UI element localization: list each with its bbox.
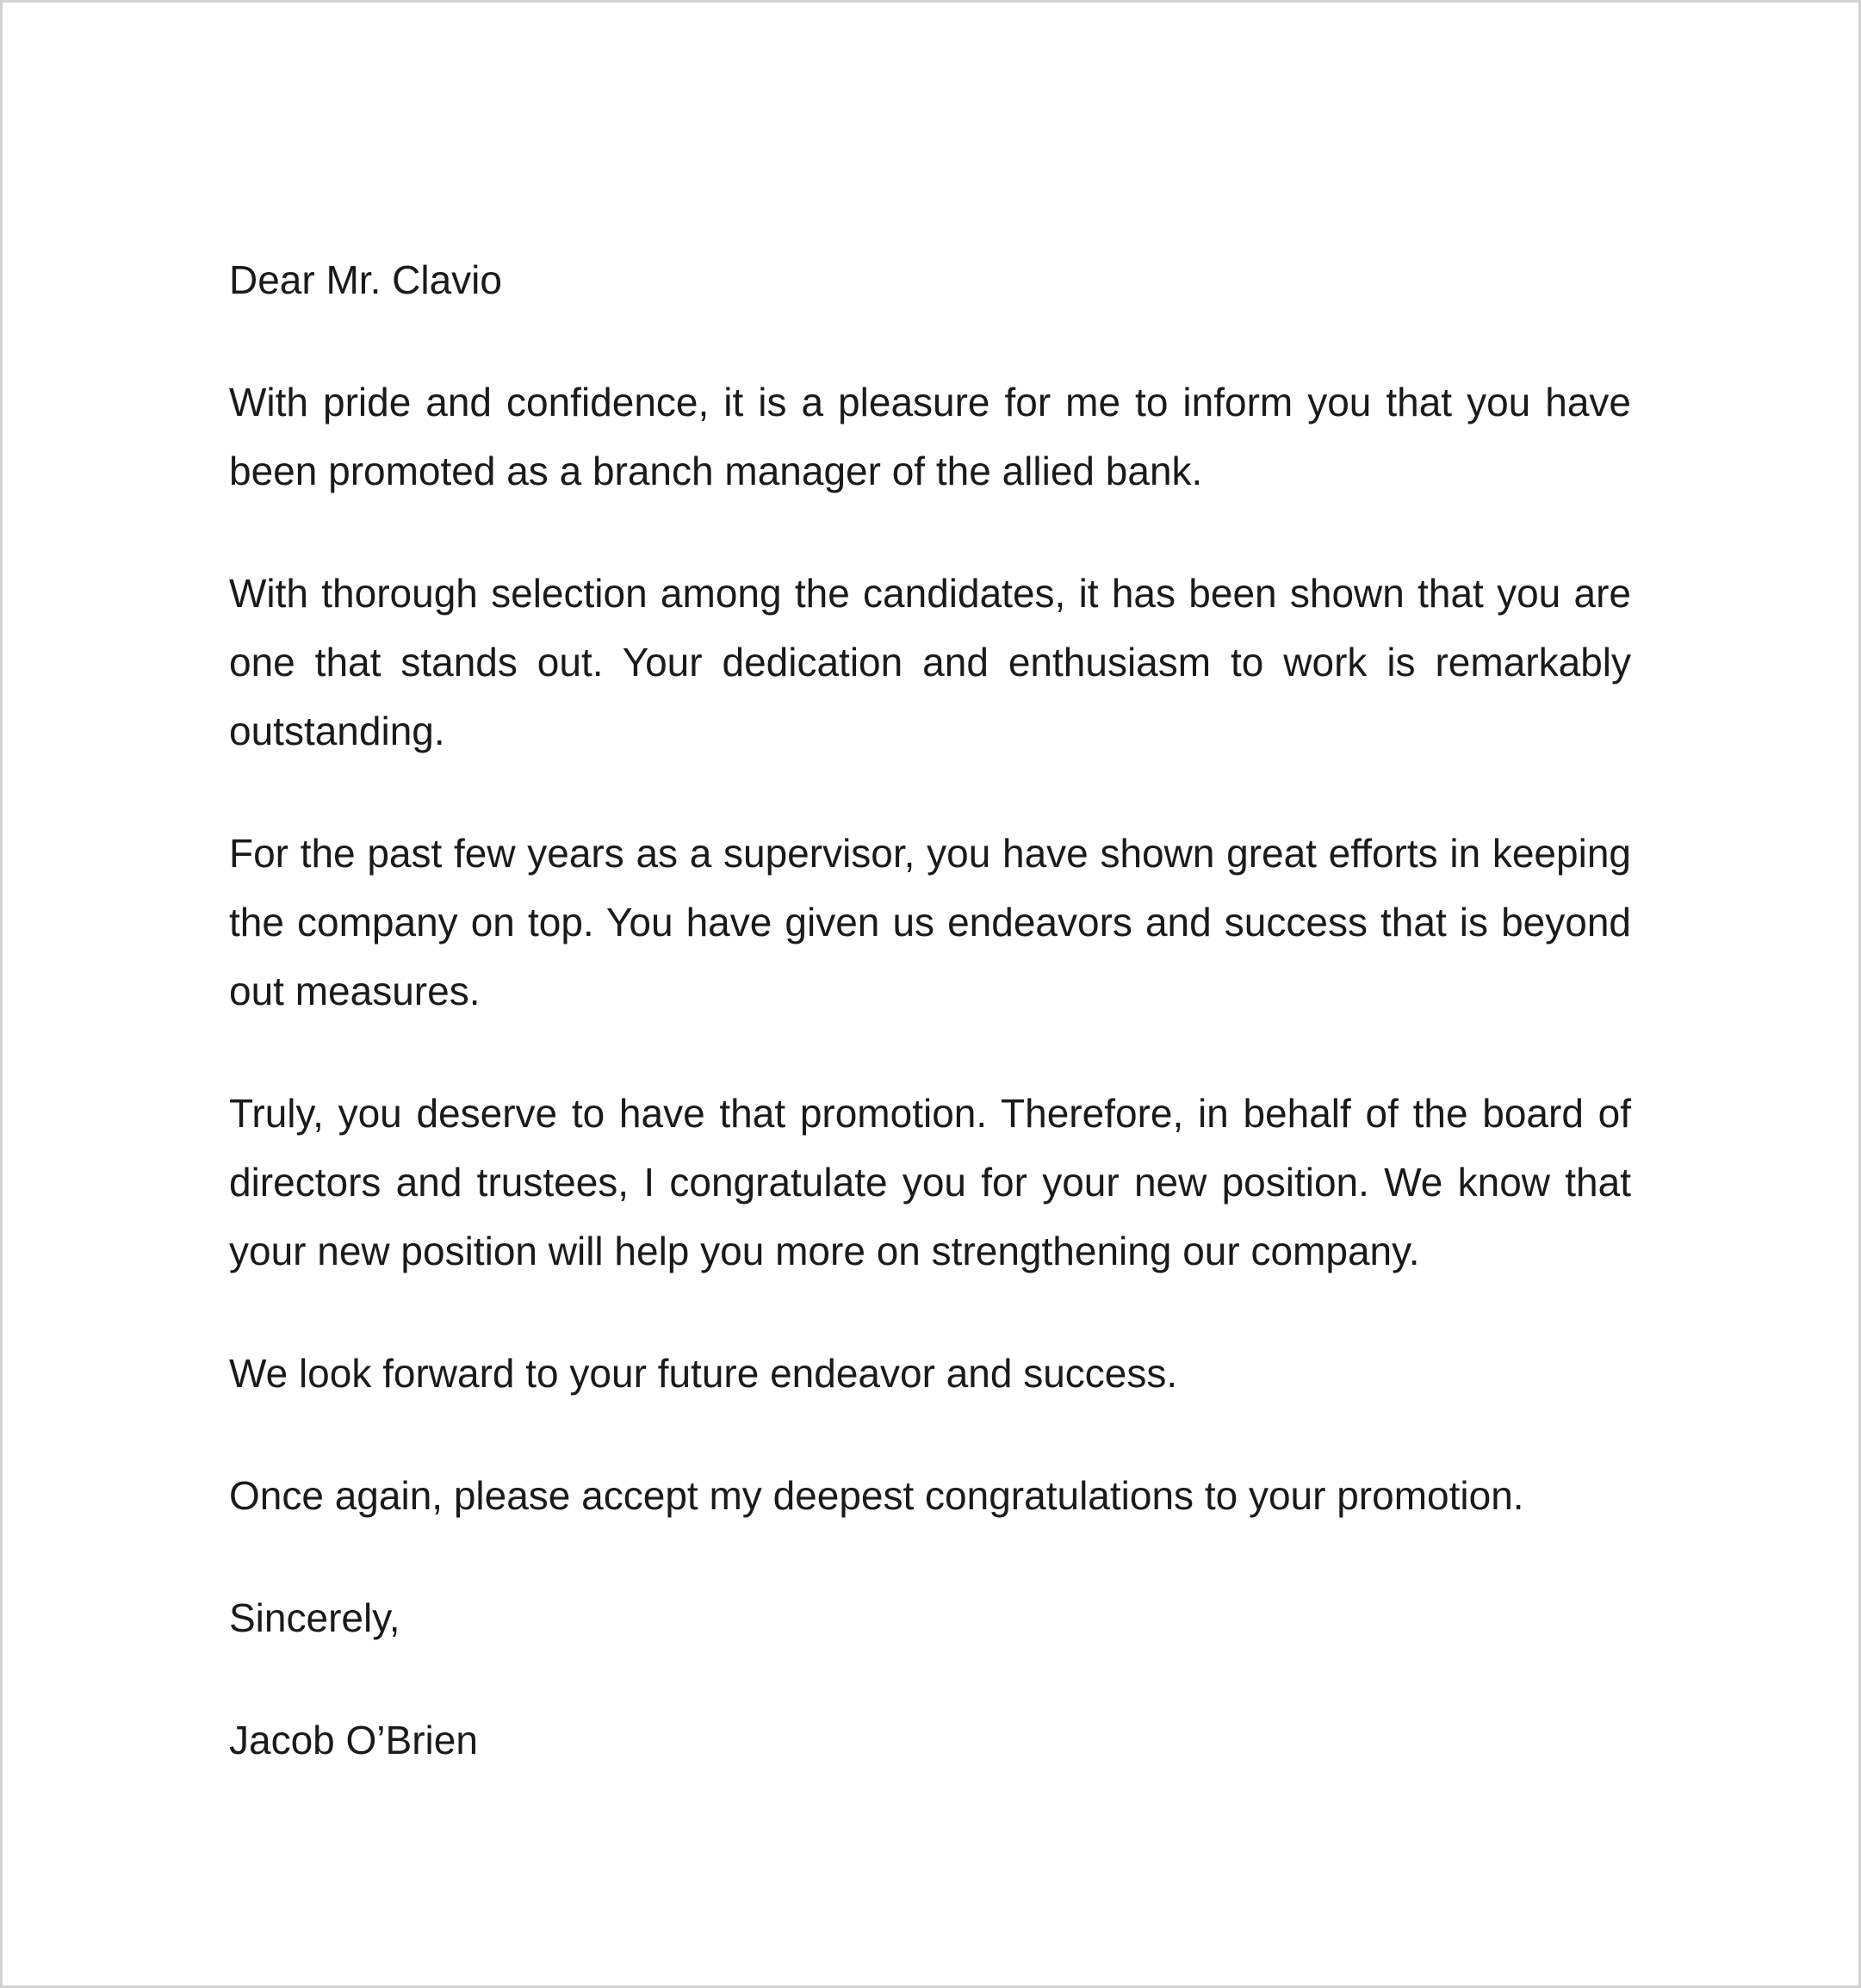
salutation: Dear Mr. Clavio <box>229 257 502 302</box>
paragraph-supervisor-efforts: For the past few years as a supervisor, you have shown great efforts in keeping the company on top. You have given us endeavors and success that is beyond out measures. <box>229 831 1631 1013</box>
paragraph-look-forward: We look forward to your future endeavor and success. <box>229 1351 1178 1396</box>
paragraph-once-again: Once again, please accept my deepest congratulations to your promotion. <box>229 1473 1524 1518</box>
signature-name: Jacob O’Brien <box>229 1718 478 1762</box>
paragraph-selection: With thorough selection among the candidates, it has been shown that you are one that stands out. Your dedication and enthusiasm to work is remarkably outstanding. <box>229 571 1631 753</box>
closing: Sincerely, <box>229 1595 400 1640</box>
paragraph-congratulations: Truly, you deserve to have that promotion. Therefore, in behalf of the board of directors and trustees, I congratulate you for your new position. We know that your new position will help you more on strengthening our company. <box>229 1091 1631 1273</box>
paragraph-promotion-notice: With pride and confidence, it is a pleasure for me to inform you that you have been promoted as a branch manager of the allied bank. <box>229 380 1631 493</box>
letter-body <box>229 245 1631 1774</box>
